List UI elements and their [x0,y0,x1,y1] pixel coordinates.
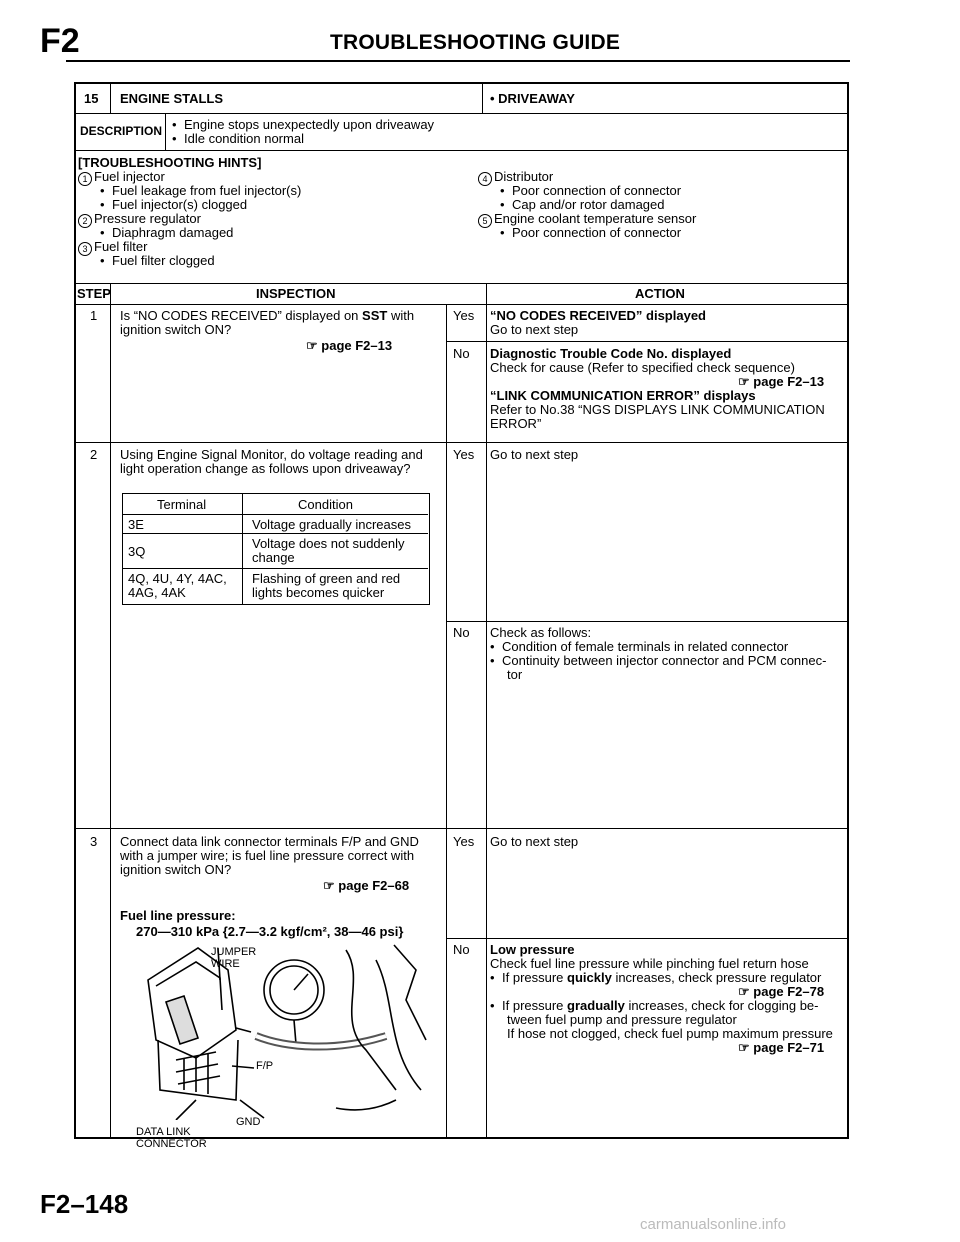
circled-number-icon: 3 [78,242,92,256]
row-divider [446,621,848,622]
step-1-yes-action: “NO CODES RECEIVED” displayed [490,308,706,323]
step-1-no-action: “LINK COMMUNICATION ERROR” displays [490,388,756,403]
step-2-yes-action: Go to next step [490,447,579,462]
symptom-name: ENGINE STALLS [120,91,224,106]
col-divider [482,83,483,113]
description-item: • Engine stops unexpectedly upon driveaway [172,118,434,132]
row-divider [75,150,848,151]
hint-fuel-injector: 1 Fuel injector [78,170,165,186]
row-divider [123,514,428,515]
step-1-no-action: Refer to No.38 “NGS DISPLAYS LINK COMMUNICATION [490,402,825,417]
reference-hand-icon: ☞ [323,878,339,893]
data-link-connector-label: DATA LINK [136,1126,191,1138]
reference-hand-icon: ☞ [738,1040,754,1055]
terminal-cell: 3E [128,517,144,532]
header-step: STEP [77,286,111,301]
step-1-no-action: ERROR” [490,416,542,431]
row-divider [75,304,848,305]
hint-item: • Poor connection of connector [500,226,681,240]
answer-yes: Yes [453,308,475,323]
subtable-header-terminal: Terminal [157,497,207,512]
step-3-no-action: Low pressure [490,942,575,957]
answer-yes: Yes [453,834,475,849]
answer-no: No [453,625,470,640]
col-divider [110,83,111,113]
step-3-no-action: If hose not clogged, check fuel pump maximum pressure [507,1026,833,1041]
step-1-no-action: Diagnostic Trouble Code No. displayed [490,346,732,361]
header-inspection: INSPECTION [256,286,336,301]
terminal-cell: 4Q, 4U, 4Y, 4AC, [128,571,227,586]
fp-terminal-label: F/P [256,1060,274,1072]
header-action: ACTION [635,286,685,301]
step-3-no-action: tween fuel pump and pressure regulator [507,1012,737,1027]
answer-yes: Yes [453,447,475,462]
page-reference: ☞ page F2–68 [323,878,410,893]
jumper-wire-label: JUMPER [211,946,257,958]
step-1-no-action: Check for cause (Refer to specified check sequence) [490,360,795,375]
data-link-connector-label: CONNECTOR [136,1138,207,1150]
fuel-pressure-spec-label: Fuel line pressure: [120,908,236,923]
page-reference: ☞ page F2–13 [306,338,393,353]
fuel-pressure-spec-value: 270—310 kPa {2.7—3.2 kgf/cm², 38—46 psi} [136,924,404,939]
step-2-no-action: tor [507,667,523,682]
condition-cell: change [252,550,295,565]
header-rule [66,60,850,62]
gnd-terminal-label: GND [236,1116,261,1128]
circled-number-icon: 4 [478,172,492,186]
page-reference: ☞ page F2–71 [738,1040,825,1055]
step-1-inspection: ignition switch ON? [120,322,232,337]
circled-number-icon: 1 [78,172,92,186]
step-2-inspection: Using Engine Signal Monitor, do voltage reading and [120,447,423,462]
row-divider [75,828,848,829]
step-3-no-action: • If pressure quickly increases, check pressure regulator [490,971,821,985]
answer-no: No [453,346,470,361]
step-number: 2 [90,447,98,462]
description-label: DESCRIPTION [80,124,163,138]
fuel-pressure-gauge-illustration [136,940,436,1120]
col-divider [242,494,243,604]
hint-ect-sensor: 5 Engine coolant temperature sensor [478,212,696,228]
reference-hand-icon: ☞ [738,984,754,999]
watermark: carmanualsonline.info [640,1216,786,1233]
step-2-no-action: Check as follows: [490,625,592,640]
hints-title: [TROUBLESHOOTING HINTS] [78,155,262,170]
hint-item: • Fuel filter clogged [100,254,215,268]
page-reference: ☞ page F2–13 [738,374,825,389]
condition-cell: lights becomes quicker [252,585,385,600]
step-3-yes-action: Go to next step [490,834,579,849]
jumper-wire-label: WIRE [211,958,240,970]
hint-item: • Fuel injector(s) clogged [100,198,247,212]
symptom-number: 15 [84,91,99,106]
step-1-inspection: Is “NO CODES RECEIVED” displayed on SST with [120,308,415,323]
step-number: 1 [90,308,98,323]
circled-number-icon: 2 [78,214,92,228]
page-number: F2–148 [40,1189,129,1219]
step-3-inspection: with a jumper wire; is fuel line pressure correct with [120,848,415,863]
hint-item: • Poor connection of connector [500,184,681,198]
description-item: • Idle condition normal [172,132,304,146]
answer-no: No [453,942,470,957]
hint-item: • Fuel leakage from fuel injector(s) [100,184,301,198]
row-divider [75,442,848,443]
row-divider [123,533,428,534]
row-divider [123,568,428,569]
row-divider [446,938,848,939]
col-divider [486,283,487,1138]
step-2-no-action: • Continuity between injector connector and PCM connec- [490,654,826,668]
row-divider [75,283,848,284]
condition-cell: Voltage does not suddenly [252,536,405,551]
col-divider [110,283,111,1138]
step-2-no-action: • Condition of female terminals in related connector [490,640,788,654]
step-number: 3 [90,834,98,849]
page-title: TROUBLESHOOTING GUIDE [330,31,621,54]
symptom-condition: • DRIVEAWAY [490,91,575,106]
row-divider [446,341,848,342]
step-2-inspection: light operation change as follows upon driveaway? [120,461,411,476]
step-3-inspection: Connect data link connector terminals F/P and GND [120,834,419,849]
terminal-cell: 4AG, 4AK [128,585,186,600]
hint-fuel-filter: 3 Fuel filter [78,240,147,256]
terminal-cell: 3Q [128,544,146,559]
step-3-no-action: Check fuel line pressure while pinching fuel return hose [490,956,809,971]
section-code: F2 [40,22,80,60]
subtable-header-condition: Condition [298,497,353,512]
hint-distributor: 4 Distributor [478,170,553,186]
reference-hand-icon: ☞ [738,374,754,389]
page-reference: ☞ page F2–78 [738,984,825,999]
reference-hand-icon: ☞ [306,338,322,353]
condition-cell: Voltage gradually increases [252,517,411,532]
hint-item: • Diaphragm damaged [100,226,233,240]
step-1-yes-action: Go to next step [490,322,579,337]
condition-cell: Flashing of green and red [252,571,401,586]
col-divider [165,113,166,150]
step-3-inspection: ignition switch ON? [120,862,232,877]
hint-pressure-regulator: 2 Pressure regulator [78,212,201,228]
row-divider [75,113,848,114]
hint-item: • Cap and/or rotor damaged [500,198,664,212]
step-3-no-action: • If pressure gradually increases, check for clogging be- [490,999,818,1013]
col-divider [446,304,447,1138]
circled-number-icon: 5 [478,214,492,228]
